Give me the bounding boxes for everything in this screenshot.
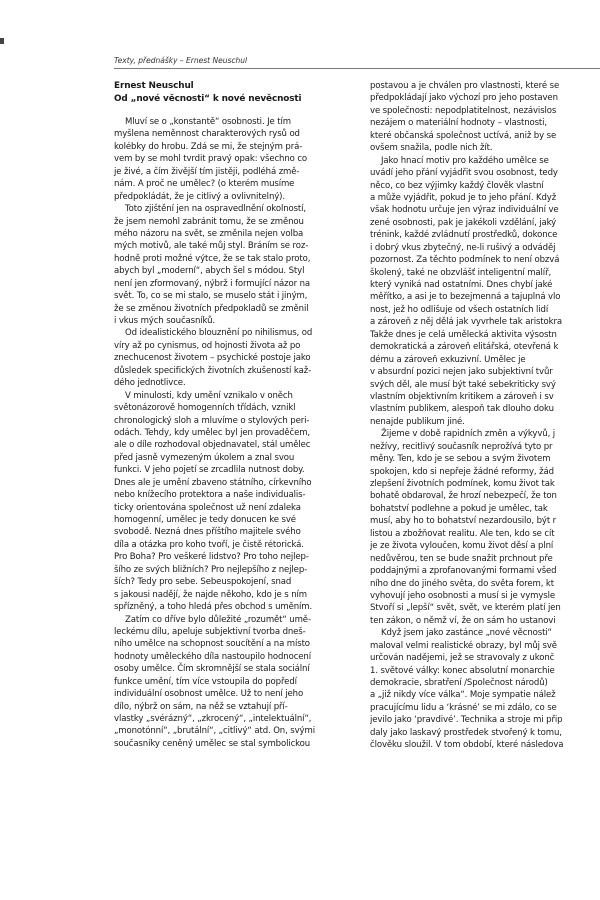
text-line: svobodě. Nezná dnes příštího majitele svého: [114, 527, 301, 538]
text-line: předpokládají jako výchozí pro jeho postaven: [370, 93, 558, 104]
text-line: předpokládát, že je citlivý a ovlivnitelný).: [114, 191, 285, 202]
text-line: osoby umělce. Čím skromnější se stala sociální: [114, 664, 310, 675]
text-line: Toto zjištění jen na ospravedlnění okolností,: [125, 204, 307, 215]
text-line: svých děl, ale musí být také sebekriticky svý: [370, 379, 556, 390]
paragraph: [114, 390, 360, 614]
text-line: měny. Ten, kdo je se sebou a svým životem: [370, 454, 551, 465]
text-line: daly jako laskavý prostředek stvořený k tomu,: [370, 727, 562, 738]
text-line: Od idealistického blouznění po nihilismus, od: [125, 328, 313, 339]
text-line: listou a zbožňovat realitu. Ale ten, kdo se cít: [370, 528, 555, 539]
text-line: zlepšení životních podmínek, komu život tak: [370, 479, 555, 489]
text-line: určován nadějemi, jež se stravovaly z ukonč: [370, 653, 555, 664]
text-line: hodnoty uměleckého díla nastoupilo hodnocení: [114, 651, 311, 662]
text-line: maloval velmi realistické obrazy, byl můj svě: [370, 640, 557, 651]
text-line: nebo knížecího protektora a naše individualis-: [114, 490, 306, 501]
text-line: postavou a je chválen pro vlastnosti, které se: [370, 81, 560, 91]
text-line: pracujícímu lidu a ‘krásné’ se mi zdálo, co se: [370, 702, 557, 713]
text-line: spokojen, kdo si nepřeje žádné reformy, žád: [370, 466, 554, 477]
header-rule: [114, 68, 600, 69]
text-line: měřítko, a asi je to bezejmenná a tajuplná vlo: [370, 292, 561, 303]
text-line: individuální osobnost umělce. Už to není jeho: [114, 689, 304, 700]
text-line: ticky orientována společnost už není zdaleka: [114, 502, 301, 513]
paragraph: [370, 627, 600, 751]
text-line: důsledek specifických životních zkušeností kaž-: [114, 365, 312, 376]
text-line: zené osobnosti, pak je jakékoli vzdělání, jaký: [370, 217, 557, 228]
text-line: školený, také ne obzvlášť inteligentní malíř,: [370, 267, 552, 278]
text-line: Jako hnací motiv pro každého umělce se: [381, 155, 549, 166]
text-line: homogenní, umělec je tedy donucen ke své: [114, 515, 296, 525]
right-column: [370, 80, 600, 752]
text-line: dému a zároveň exkuzivní. Umělec je: [370, 354, 526, 365]
running-header: Texty, přednášky – Ernest Neuschul: [114, 56, 248, 65]
title-spacer: [114, 105, 360, 116]
text-line: díla a otázka pro koho tvoří, je čistě rétorická.: [114, 539, 304, 550]
text-line: v absurdní pozici nejen jako subjektivní tvůr: [370, 367, 553, 378]
text-line: musí, aby ho to bohatství nezardousilo, být r: [370, 516, 557, 527]
text-line: současníky ceněný umělec se stal symbolickou: [114, 738, 311, 749]
text-line: světonázorově homogenních třídách, vznikl: [114, 403, 296, 414]
text-line: abych byl „moderní“, abych šel s módou. Styl: [114, 266, 305, 277]
text-line: je ze života vyloučen, komu život děsí a plní: [370, 541, 554, 552]
text-line: však hodnotu určuje jen výraz individuální ve: [370, 205, 559, 216]
text-line: ších? Tedy pro sebe. Sebeuspokojení, snad: [114, 577, 292, 588]
text-line: spřízněný, a toho hledá přes obchod s uměním.: [114, 602, 313, 613]
text-line: dílo, nýbrž on sám, na něž se vztahují pří-: [114, 701, 288, 712]
text-line: kolébky do hrobu. Zdá se mi, že stejným prá-: [114, 141, 303, 152]
text-line: jevilo jako ‘pravdivé’. Technika a stroje mi přip: [370, 715, 563, 726]
text-line: a zároveň z něj dělá jak vyvrhele tak aristokra: [370, 317, 562, 328]
paragraph: [114, 116, 360, 203]
text-line: Stvoří si „lepší“ svět, svět, ve kterém platí jen: [370, 603, 561, 614]
text-line: ale o díle rozhodoval objednavatel, stál umělec: [114, 440, 311, 451]
text-line: před jasně vymezeným úkolem a znal svou: [114, 452, 295, 463]
text-line: nezájem o materiální hodnoty – vlastnosti,: [370, 118, 548, 129]
text-line: i dobrý vkus zbytečný, ne-li rušivý a odváděj: [370, 242, 556, 253]
text-line: nám. A proč ne umělec? (o kterém musíme: [114, 179, 295, 190]
paragraph: [114, 203, 360, 327]
text-line: vyhovují jeho osobnosti a musí si je vymysle: [370, 590, 556, 601]
text-line: i vkus mých současníků.: [114, 316, 215, 326]
text-line: vlastky „svérázný“, „zkrocený“, „intelektuální“,: [114, 714, 312, 724]
paragraph: [114, 327, 360, 389]
text-line: je živé, a čím živější tím jistěji, podléhá změ-: [114, 166, 300, 177]
paragraph: [370, 80, 600, 155]
text-line: bohatství podlehne a pokud je umělec, tak: [370, 503, 548, 514]
text-line: Žijeme v době rapidních změn a výkyvů, j: [381, 429, 556, 440]
text-line: leckému dílu, apeluje subjektivní tvorba dneš-: [114, 626, 306, 637]
text-line: vlastním objektivním kritikem a zároveň i sv: [370, 391, 554, 402]
page-edge-mark: [0, 38, 4, 44]
text-line: V minulosti, kdy umění vznikalo v oněch: [125, 390, 293, 401]
article-author: Ernest Neuschul: [114, 81, 194, 91]
article-title: Od „nové věcnosti“ k nové nevěcnosti: [114, 93, 302, 104]
text-line: nežívy, recitlivý současník neprožívá tyto pr: [370, 441, 553, 452]
left-column: [114, 80, 360, 750]
text-line: odách. Tehdy, kdy umělec byl jen provaděčem,: [114, 427, 311, 438]
text-line: který vyniká nad ostatními. Dnes chybí jaké: [370, 280, 553, 290]
text-line: Když jsem jako zastánce „nové věcnosti“: [381, 628, 552, 639]
right-column-body: [370, 80, 600, 752]
text-line: hodně proti možné výtce, že se tak stalo proto,: [114, 253, 311, 264]
text-line: mého názoru na svět, se změnila nejen volba: [114, 228, 304, 239]
text-line: „monotónní“, „brutální“, „citlivý“ atd. On, svými: [114, 726, 315, 737]
text-line: trénink, každé zvládnutí prostředků, dokonce: [370, 230, 558, 241]
text-line: není jen zformovaný, nýbrž i formující názor na: [114, 278, 311, 289]
text-line: funkci. V jeho pojetí se zrcadlila nutnost doby.: [114, 465, 305, 476]
text-line: že se změnou životních předpokladů se změnil: [114, 303, 309, 314]
text-line: dého jednotlivce.: [114, 378, 186, 389]
text-line: vlastním publikem, alespoň tak dlouho doku: [370, 404, 554, 415]
text-line: něco, co bez výjimky každý člověk vlastní: [370, 180, 544, 191]
left-column-body: [114, 116, 360, 750]
text-line: ního umělce na schopnost soucítění a na místo: [114, 639, 310, 650]
text-line: funkce umění, tím více vstoupila do popředí: [114, 676, 297, 687]
text-line: víry až po cynismus, od hojnosti života až po: [114, 340, 301, 351]
text-line: že jsem nemohl zabránit tomu, že se změnou: [114, 216, 304, 227]
text-line: ve společnosti: nepodplatitelnost, nezávislos: [370, 105, 557, 116]
text-line: svět. To, co se mi stalo, se muselo stát i jiným,: [114, 291, 308, 302]
text-line: Takže dnes je celá umělecká aktivita výsostn: [370, 329, 557, 340]
text-line: a může vyjádřit, pokud je to jeho přání. Když: [370, 192, 557, 203]
text-line: 1. světové války: konec absolutní monarchie: [370, 665, 555, 676]
text-line: bohatě obdaroval, že hrozí nebezpečí, že ton: [370, 491, 557, 502]
text-line: chronologický sloh a mluvíme o stylových peri-: [114, 415, 310, 426]
paragraph: [370, 428, 600, 627]
text-line: které občanská společnost uctívá, aniž by se: [370, 130, 557, 141]
text-line: nenajde publikum jiné.: [370, 416, 465, 427]
text-line: Zatím co dříve bylo důležité „rozumět“ umě-: [125, 614, 311, 625]
text-line: znechucenost životem – psychické postoje jako: [114, 353, 311, 364]
text-line: uvádí jeho přání vyjádřit svou osobnost, tedy: [370, 168, 558, 179]
text-line: myšlena neměnnost charakterových rysů od: [114, 129, 300, 140]
text-line: šího ze svých bližních? Pro nejlepšího z nejlep-: [114, 564, 308, 575]
paragraph: [114, 614, 360, 751]
text-line: demokratická a zároveň elitářská, otevřená k: [370, 342, 559, 353]
text-line: s jakousi nadějí, že najde někoho, kdo je s ním: [114, 589, 307, 600]
text-line: pozornost. Za těchto podmínek to není obzvá: [370, 255, 560, 266]
text-line: vem by se mohl tvrdit pravý opak: všechno co: [114, 154, 308, 165]
text-line: ten zákon, o němž ví, že on sám ho ustanovi: [370, 615, 556, 626]
text-line: mých motivů, ale také můj styl. Bráním se roz-: [114, 241, 309, 252]
text-line: člověku sloužil. V tom období, které následova: [370, 740, 564, 751]
text-line: Dnes ale je umění zbaveno státního, církevního: [114, 477, 312, 488]
text-line: Pro Boha? Pro veškeré lidstvo? Pro toho nejlep-: [114, 552, 309, 563]
text-line: poddajnými a zprofanovanými formami všed: [370, 566, 557, 577]
paragraph: [370, 155, 600, 429]
text-line: Mluví se o „konstantě“ osobnosti. Je tím: [125, 117, 291, 127]
text-line: ního dne do jiného světa, do světa forem, kt: [370, 578, 554, 589]
text-line: nedůvěrou, ten se bude snažit prchnout pře: [370, 553, 553, 564]
text-line: ovšem snažila, podle nich žít.: [370, 143, 493, 154]
text-line: a „již nikdy více válka“. Moje sympatie nálež: [370, 690, 556, 701]
text-line: demokracie, sbratření /Společnost národů): [370, 678, 548, 688]
text-line: nost, jež ho odlišuje od všech ostatních lidí: [370, 304, 549, 315]
